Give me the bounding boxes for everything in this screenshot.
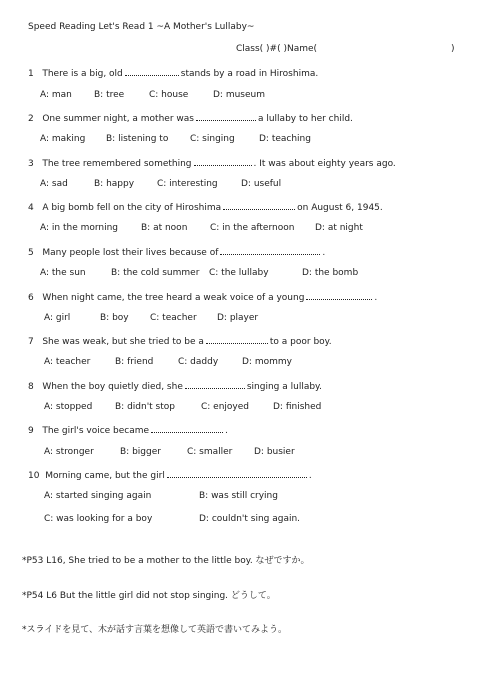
option-c: C: was looking for a boy [44, 514, 153, 524]
option-b: B: the cold summer [111, 268, 200, 278]
answer-blank [196, 111, 256, 121]
question-number: 4 [28, 203, 34, 213]
question-6 [28, 290, 377, 304]
option-b: B: bigger [120, 447, 161, 457]
question-text-after: . [225, 426, 228, 436]
option-c: C: the lullaby [209, 268, 269, 278]
question-text-before: Many people lost their lives because of [42, 248, 219, 258]
option-a: A: girl [44, 313, 71, 323]
question-text-after: stands by a road in Hiroshima. [180, 69, 319, 79]
question-8 [28, 379, 322, 393]
answer-blank [167, 468, 307, 478]
question-number: 7 [28, 337, 34, 347]
answer-blank [194, 156, 252, 166]
option-b: B: listening to [106, 134, 169, 144]
option-a: A: man [40, 90, 72, 100]
question-text-before: A big bomb fell on the city of Hiroshima [42, 203, 222, 213]
answer-blank [306, 290, 372, 300]
option-d: D: useful [241, 179, 282, 189]
option-b: B: boy [100, 313, 129, 323]
question-text-before: When the boy quietly died, she [42, 382, 183, 392]
question-10 [28, 468, 312, 482]
option-c: C: daddy [178, 357, 219, 367]
option-c: C: in the afternoon [210, 223, 295, 233]
question-1 [28, 66, 318, 80]
option-b: B: happy [94, 179, 135, 189]
question-text-before: The tree remembered something [42, 159, 192, 169]
question-text-after: to a poor boy. [269, 337, 332, 347]
option-d: D: the bomb [302, 268, 359, 278]
question-text-before: She was weak, but she tried to be a [42, 337, 204, 347]
question-text-after: . [308, 471, 312, 481]
option-a: A: sad [40, 179, 68, 189]
question-text-before: One summer night, a mother was [42, 114, 194, 124]
option-d: D: museum [213, 90, 265, 100]
question-text-after: . It was about eighty years ago. [253, 159, 396, 169]
question-text-before: The girl's voice became [42, 426, 150, 436]
option-a: A: making [40, 134, 86, 144]
answer-blank [220, 245, 320, 255]
option-c: C: singing [190, 134, 235, 144]
option-b: B: was still crying [199, 491, 278, 501]
question-text-after: . [322, 248, 326, 258]
answer-blank [125, 66, 179, 76]
option-a: A: stronger [44, 447, 94, 457]
note-p54: *P54 L6 But the little girl did not stop singing. どうして。 [22, 591, 276, 601]
option-d: D: teaching [259, 134, 311, 144]
note-p53: *P53 L16, She tried to be a mother to the little boy. なぜですか。 [22, 556, 310, 566]
option-b: B: tree [94, 90, 125, 100]
question-3 [28, 156, 396, 170]
question-text-before: Morning came, but the girl [45, 471, 165, 481]
name-close-paren: ) [451, 44, 455, 54]
question-4 [28, 200, 383, 214]
option-a: A: teacher [44, 357, 91, 367]
question-5 [28, 245, 325, 259]
question-text-before: There is a big, old [42, 69, 123, 79]
option-c: C: interesting [157, 179, 218, 189]
option-c: C: smaller [187, 447, 233, 457]
answer-blank [223, 200, 295, 210]
answer-blank [151, 423, 223, 433]
question-number: 2 [28, 114, 34, 124]
question-2 [28, 111, 353, 125]
option-b: B: didn't stop [115, 402, 175, 412]
answer-blank [185, 379, 245, 389]
option-b: B: at noon [141, 223, 188, 233]
option-a: A: stopped [44, 402, 93, 412]
question-number: 3 [28, 159, 34, 169]
worksheet-title: Speed Reading Let's Read 1 ~A Mother's Lullaby~ [28, 22, 255, 32]
option-d: D: mommy [242, 357, 292, 367]
option-a: A: the sun [40, 268, 86, 278]
note-slide: *スライドを見て、木が話す言葉を想像して英語で書いてみよう。 [22, 625, 288, 635]
option-a: A: started singing again [44, 491, 152, 501]
option-c: C: enjoyed [201, 402, 250, 412]
question-text-after: singing a lullaby. [246, 382, 322, 392]
option-d: D: player [217, 313, 259, 323]
question-number: 9 [28, 426, 34, 436]
option-c: C: teacher [150, 313, 197, 323]
question-text-after: . [374, 293, 378, 303]
question-text-after: a lullaby to her child. [257, 114, 353, 124]
option-a: A: in the morning [40, 223, 119, 233]
option-d: D: busier [254, 447, 295, 457]
question-number: 6 [28, 293, 34, 303]
option-d: D: at night [315, 223, 363, 233]
option-d: D: couldn't sing again. [199, 514, 301, 524]
question-number: 5 [28, 248, 34, 258]
option-d: D: finished [273, 402, 322, 412]
option-c: C: house [149, 90, 189, 100]
option-b: B: friend [115, 357, 154, 367]
question-7 [28, 334, 332, 348]
class-name-line: Class( )#( )Name( [236, 44, 318, 54]
question-text-after: on August 6, 1945. [297, 203, 383, 213]
question-number: 1 [28, 69, 34, 79]
question-number: 10 [28, 471, 40, 481]
question-9 [28, 423, 228, 437]
answer-blank [206, 334, 268, 344]
question-number: 8 [28, 382, 34, 392]
question-text-before: When night came, the tree heard a weak voice of a young [42, 293, 305, 303]
